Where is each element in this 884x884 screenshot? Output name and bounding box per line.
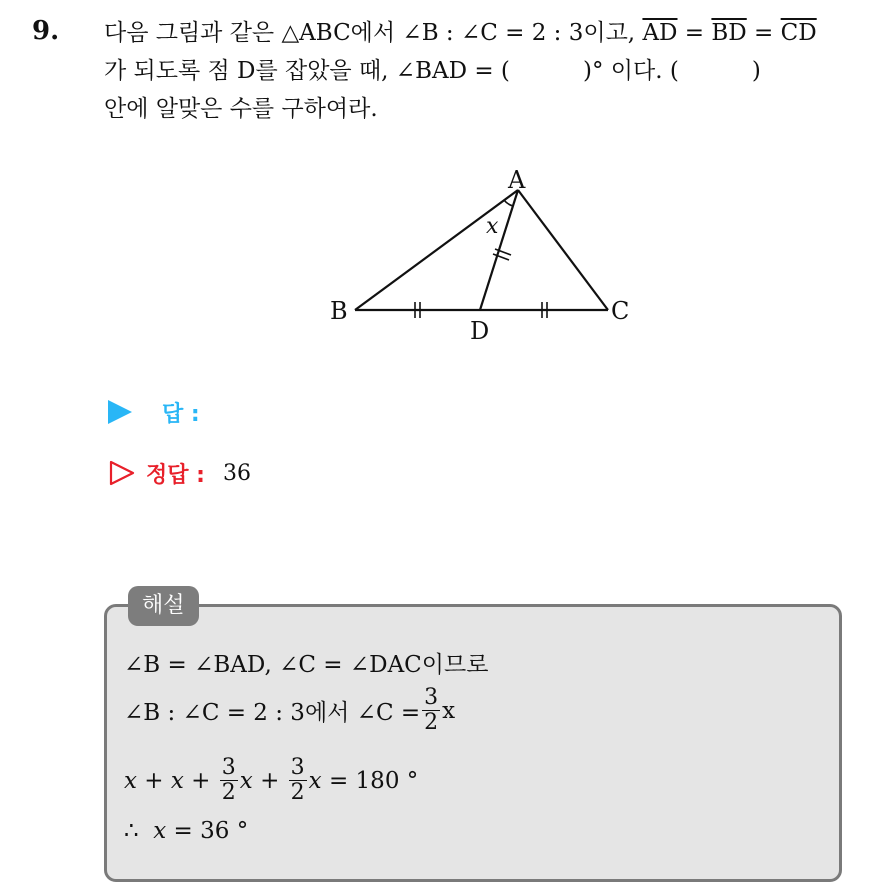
vertex-label-d: D <box>470 317 490 345</box>
fraction-three-halves: $\frac{3}{2}$ <box>424 685 439 735</box>
question-line-1: 다음 그림과 같은 △ABC에서 ∠B : ∠C = 2 : 3이고, $\overline{AD} = \overline{BD} = \overline{CD}$ <box>104 20 817 46</box>
solution-line-4: ∴ x = 36 ° <box>124 818 249 844</box>
solution-line-3: x + x + $\frac{3}{2}$ x + $\frac{3}{2}$ x = 180 ° <box>124 755 419 805</box>
question-number: 9. <box>32 16 60 46</box>
angle-x-arc <box>504 200 513 206</box>
answer-label: 답 : <box>162 401 200 427</box>
answer-row <box>108 396 200 428</box>
question-text <box>104 14 864 128</box>
question-line-2: 가 되도록 점 D를 잡았을 때, ∠BAD = ( )° 이다. ( ) <box>104 58 761 84</box>
segment-bd: $\overline{BD}$ <box>711 20 747 46</box>
fraction-three-halves-a: $\frac{3}{2}$ <box>221 755 236 805</box>
segment-ad: $\overline{AD}$ <box>642 20 678 46</box>
play-outline-icon <box>108 459 136 487</box>
vertex-label-b: B <box>330 297 348 325</box>
correct-answer-row <box>108 457 251 489</box>
vertex-label-c: C <box>611 297 630 325</box>
side-ac <box>518 190 608 310</box>
solution-tab: 해설 <box>128 586 199 626</box>
vertex-label-a: A <box>508 166 526 194</box>
correct-answer-value: 36 <box>222 460 251 486</box>
angle-label-x: x <box>486 214 499 239</box>
side-ab <box>355 190 518 310</box>
triangle-diagram <box>320 158 640 348</box>
fraction-three-halves-b: $\frac{3}{2}$ <box>290 755 305 805</box>
segment-cd: $\overline{CD}$ <box>780 20 817 46</box>
question-line-3: 안에 알맞은 수를 구하여라. <box>104 96 378 122</box>
play-solid-icon <box>108 400 132 424</box>
solution-line-1: ∠B = ∠BAD, ∠C = ∠DAC이므로 <box>124 652 489 678</box>
solution-line-2: ∠B : ∠C = 2 : 3에서 ∠C = $\frac{3}{2}$ x <box>124 685 456 735</box>
correct-answer-label: 정답 : <box>146 462 205 488</box>
